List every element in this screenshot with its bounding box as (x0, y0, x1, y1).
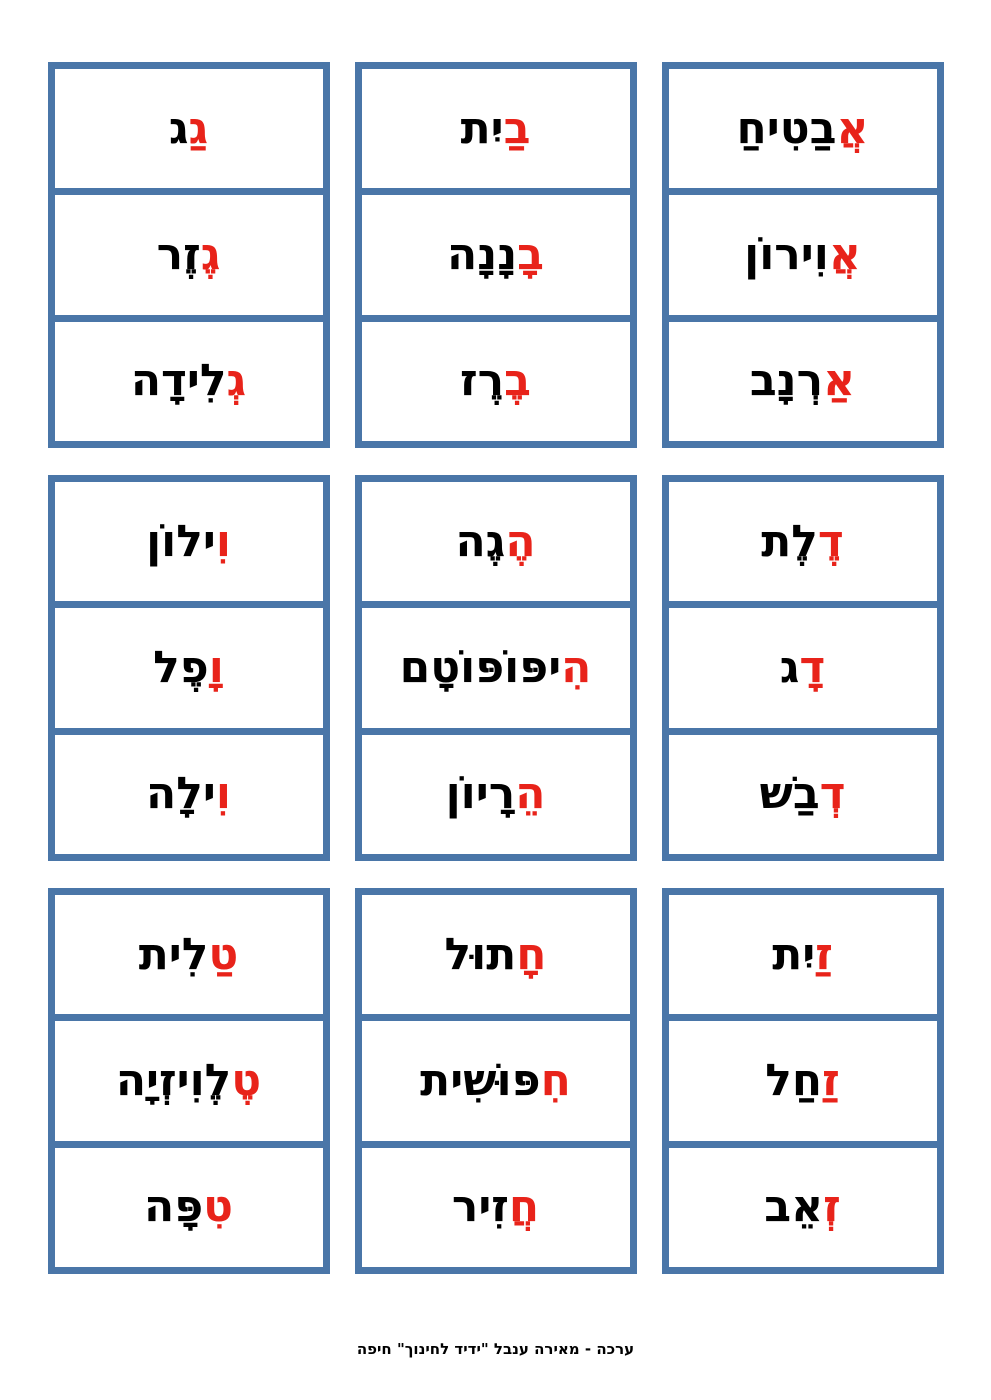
word-highlight: דְ (819, 768, 846, 820)
word-highlight: זְ (823, 1181, 841, 1233)
card-dalet (662, 475, 944, 861)
word-rest: תוּל (444, 928, 517, 980)
word-highlight: זַ (815, 928, 833, 980)
word-rest: לֶת (761, 515, 818, 567)
word-highlight: דֶ (817, 515, 844, 567)
card-row (669, 895, 937, 1021)
word-highlight: אֲ (836, 102, 869, 154)
word-rest: ילָה (146, 768, 216, 820)
word-entry (460, 102, 531, 154)
card-row (55, 735, 323, 854)
card-zayin (662, 888, 944, 1274)
word-entry (444, 928, 547, 980)
word-rest: חַל (765, 1054, 823, 1106)
card-tet (48, 888, 330, 1274)
card-hey (355, 475, 637, 861)
word-highlight: חִ (540, 1054, 571, 1106)
word-highlight: בָ (517, 228, 544, 280)
word-entry (744, 228, 861, 280)
word-highlight: דָ (799, 641, 826, 693)
card-row (362, 195, 630, 321)
word-entry (765, 1054, 840, 1106)
word-entry (153, 641, 224, 693)
word-rest: לִית (138, 928, 209, 980)
word-highlight: אֲ (828, 228, 861, 280)
word-entry (460, 355, 531, 407)
word-highlight: חָ (516, 928, 547, 980)
word-rest: רֶז (460, 355, 505, 407)
card-row (362, 1148, 630, 1267)
card-row (669, 69, 937, 195)
word-highlight: טֶ (231, 1054, 262, 1106)
card-alef (662, 62, 944, 448)
card-row (55, 1021, 323, 1147)
word-highlight: וִ (215, 768, 231, 820)
word-highlight: הִ (561, 641, 592, 693)
word-highlight: בֶ (504, 355, 531, 407)
word-rest: ילוֹן (146, 515, 216, 567)
word-rest: בַטִיחַ (736, 102, 837, 154)
word-entry (420, 1054, 571, 1106)
word-entry (764, 1181, 841, 1233)
card-row (669, 1021, 937, 1147)
card-row (55, 195, 323, 321)
word-entry (399, 641, 592, 693)
card-row (55, 608, 323, 734)
footer-credit: ערכה - מאירה ענבל "ידיד לחינוך" חיפה (356, 1340, 635, 1358)
word-entry (451, 1181, 540, 1233)
word-entry (445, 768, 546, 820)
card-row (362, 482, 630, 608)
cards-grid (38, 62, 953, 1274)
card-row (669, 608, 937, 734)
card-row (669, 195, 937, 321)
card-row (55, 322, 323, 441)
card-row (55, 482, 323, 608)
card-row (362, 1021, 630, 1147)
word-rest: ג (779, 641, 800, 693)
word-highlight: אַ (823, 355, 856, 407)
word-entry (749, 355, 856, 407)
card-row (55, 895, 323, 1021)
card-row (669, 1148, 937, 1267)
word-highlight: וִ (215, 515, 231, 567)
word-entry (759, 768, 846, 820)
card-row (669, 322, 937, 441)
word-rest: גֶה (455, 515, 506, 567)
word-highlight: הֵ (515, 768, 546, 820)
word-highlight: הֶ (505, 515, 536, 567)
word-entry (168, 102, 209, 154)
word-entry (138, 928, 239, 980)
word-entry (146, 515, 231, 567)
word-rest: רָיוֹן (445, 768, 516, 820)
word-rest: נָנָה (447, 228, 518, 280)
card-row (362, 322, 630, 441)
word-rest: פָּה (143, 1181, 204, 1233)
word-rest: רְנָב (749, 355, 824, 407)
word-entry (156, 228, 221, 280)
word-entry (130, 355, 247, 407)
word-entry (146, 768, 231, 820)
card-row (55, 1148, 323, 1267)
word-entry (447, 228, 544, 280)
card-gimel (48, 62, 330, 448)
word-entry (761, 515, 844, 567)
word-highlight: וָ (208, 641, 224, 693)
card-vav (48, 475, 330, 861)
card-row (362, 895, 630, 1021)
card-row (669, 482, 937, 608)
card-row (362, 608, 630, 734)
word-highlight: זַ (822, 1054, 840, 1106)
word-rest: בַשׁ (759, 768, 820, 820)
word-highlight: טַ (208, 928, 239, 980)
word-highlight: גְ (226, 355, 247, 407)
word-rest: יפּוֹפּוֹטָם (399, 641, 562, 693)
word-rest: יִת (460, 102, 504, 154)
word-entry (455, 515, 536, 567)
word-rest: ג (168, 102, 189, 154)
word-entry (779, 641, 826, 693)
word-entry (772, 928, 833, 980)
word-highlight: טִ (203, 1181, 234, 1233)
word-entry (143, 1181, 234, 1233)
card-row (55, 69, 323, 195)
word-rest: יִת (772, 928, 816, 980)
word-rest: לִידָה (130, 355, 227, 407)
word-rest: פּוּשִׁית (420, 1054, 541, 1106)
word-rest: פֶל (153, 641, 209, 693)
word-highlight: גַ (188, 102, 209, 154)
word-highlight: בַ (503, 102, 531, 154)
card-row (362, 735, 630, 854)
word-entry (736, 102, 869, 154)
word-rest: וִירוֹן (744, 228, 829, 280)
word-highlight: חֲ (508, 1181, 540, 1233)
card-bet (355, 62, 637, 448)
word-highlight: גֶ (200, 228, 221, 280)
word-rest: זֶר (156, 228, 201, 280)
word-rest: לֶוִיזְיָה (115, 1054, 232, 1106)
card-row (669, 735, 937, 854)
word-rest: זִיר (451, 1181, 509, 1233)
card-het (355, 888, 637, 1274)
word-rest: אֵב (764, 1181, 824, 1233)
word-entry (115, 1054, 262, 1106)
card-row (362, 69, 630, 195)
page-footer (0, 1339, 991, 1358)
